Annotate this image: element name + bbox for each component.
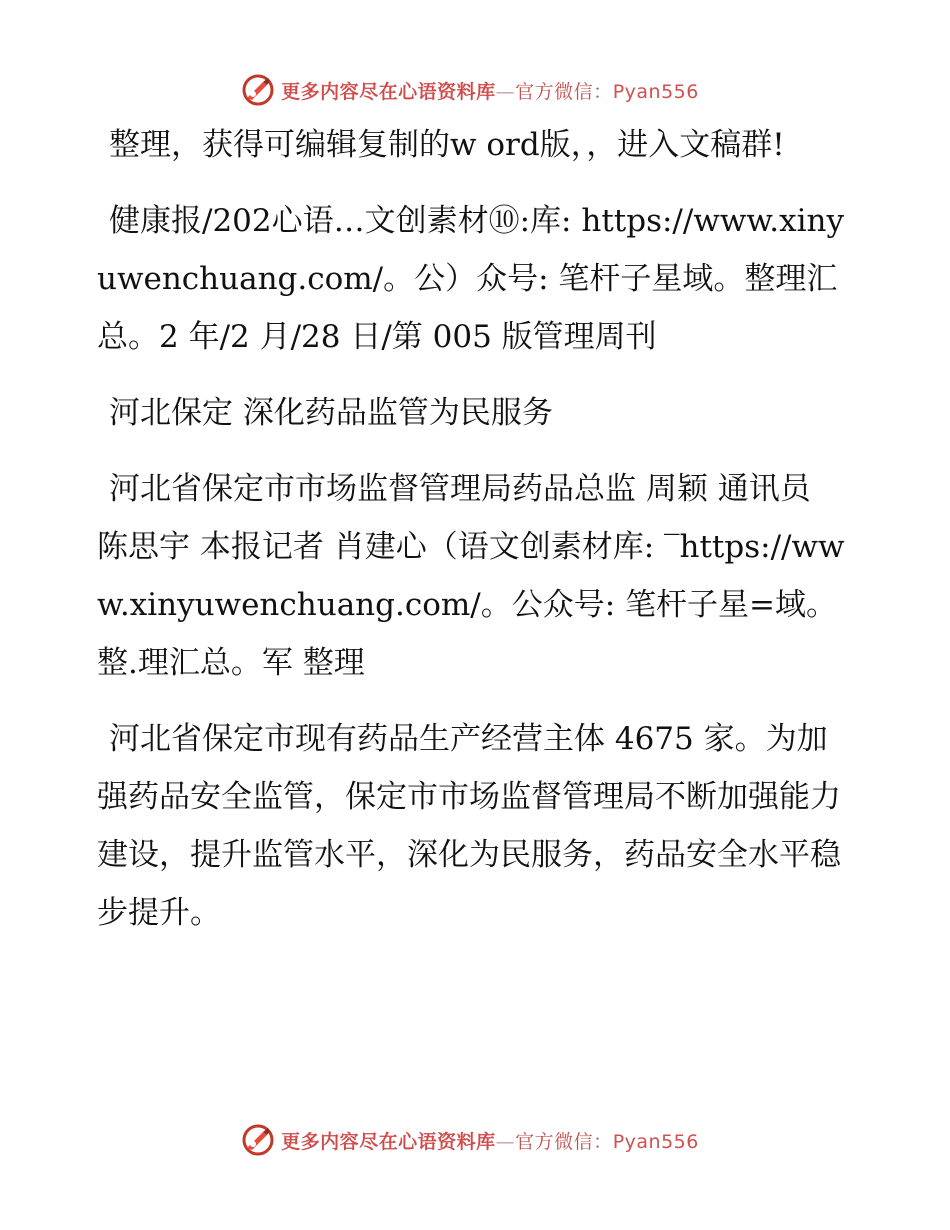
banner-main-text: 更多内容尽在心语资料库 [281,80,496,103]
banner-separator: — [495,1130,516,1153]
banner-text [281,1127,699,1154]
banner-wechat-label: 官方微信： [515,1130,613,1153]
article-title: 河北保定 深化药品监管为民服务 [109,395,553,431]
header-banner [0,70,950,110]
banner-main-text: 更多内容尽在心语资料库 [281,1130,496,1153]
paragraph-source: 健康报/202心语…文创素材⑩:库: https://www.xinyuwenchuang.com/。公）众号: 笔杆子星域。整理汇总。2 年/2 月/28 日/第 005 版管理周刊 [97,203,844,355]
paragraph-byline: 河北省保定市市场监督管理局药品总监 周颖 通讯员 陈思宇 本报记者 肖建心（语文创素材库: ‾https://www.xinyuwenchuang.com/。公众号: 笔杆子星=域。整.理汇总。军 整理 [97,471,845,681]
banner-wechat-label: 官方微信： [515,80,613,103]
banner-wechat-handle: Pyan556 [612,1130,699,1153]
footer-banner [0,1120,950,1160]
paragraph-body: 河北省保定市现有药品生产经营主体 4675 家。为加强药品安全监管，保定市市场监督管理局不断加强能力建设，提升监管水平，深化为民服务，药品安全水平稳步提升。 [97,721,841,931]
paragraph-intro: 整理，获得可编辑复制的w ord版，，进入文稿群! [109,127,785,163]
pen-logo-icon [241,1123,275,1157]
banner-wechat-handle: Pyan556 [612,80,699,103]
banner-separator: — [495,80,516,103]
pen-logo-icon [241,73,275,107]
document-body [97,116,849,960]
banner-text [281,77,699,104]
